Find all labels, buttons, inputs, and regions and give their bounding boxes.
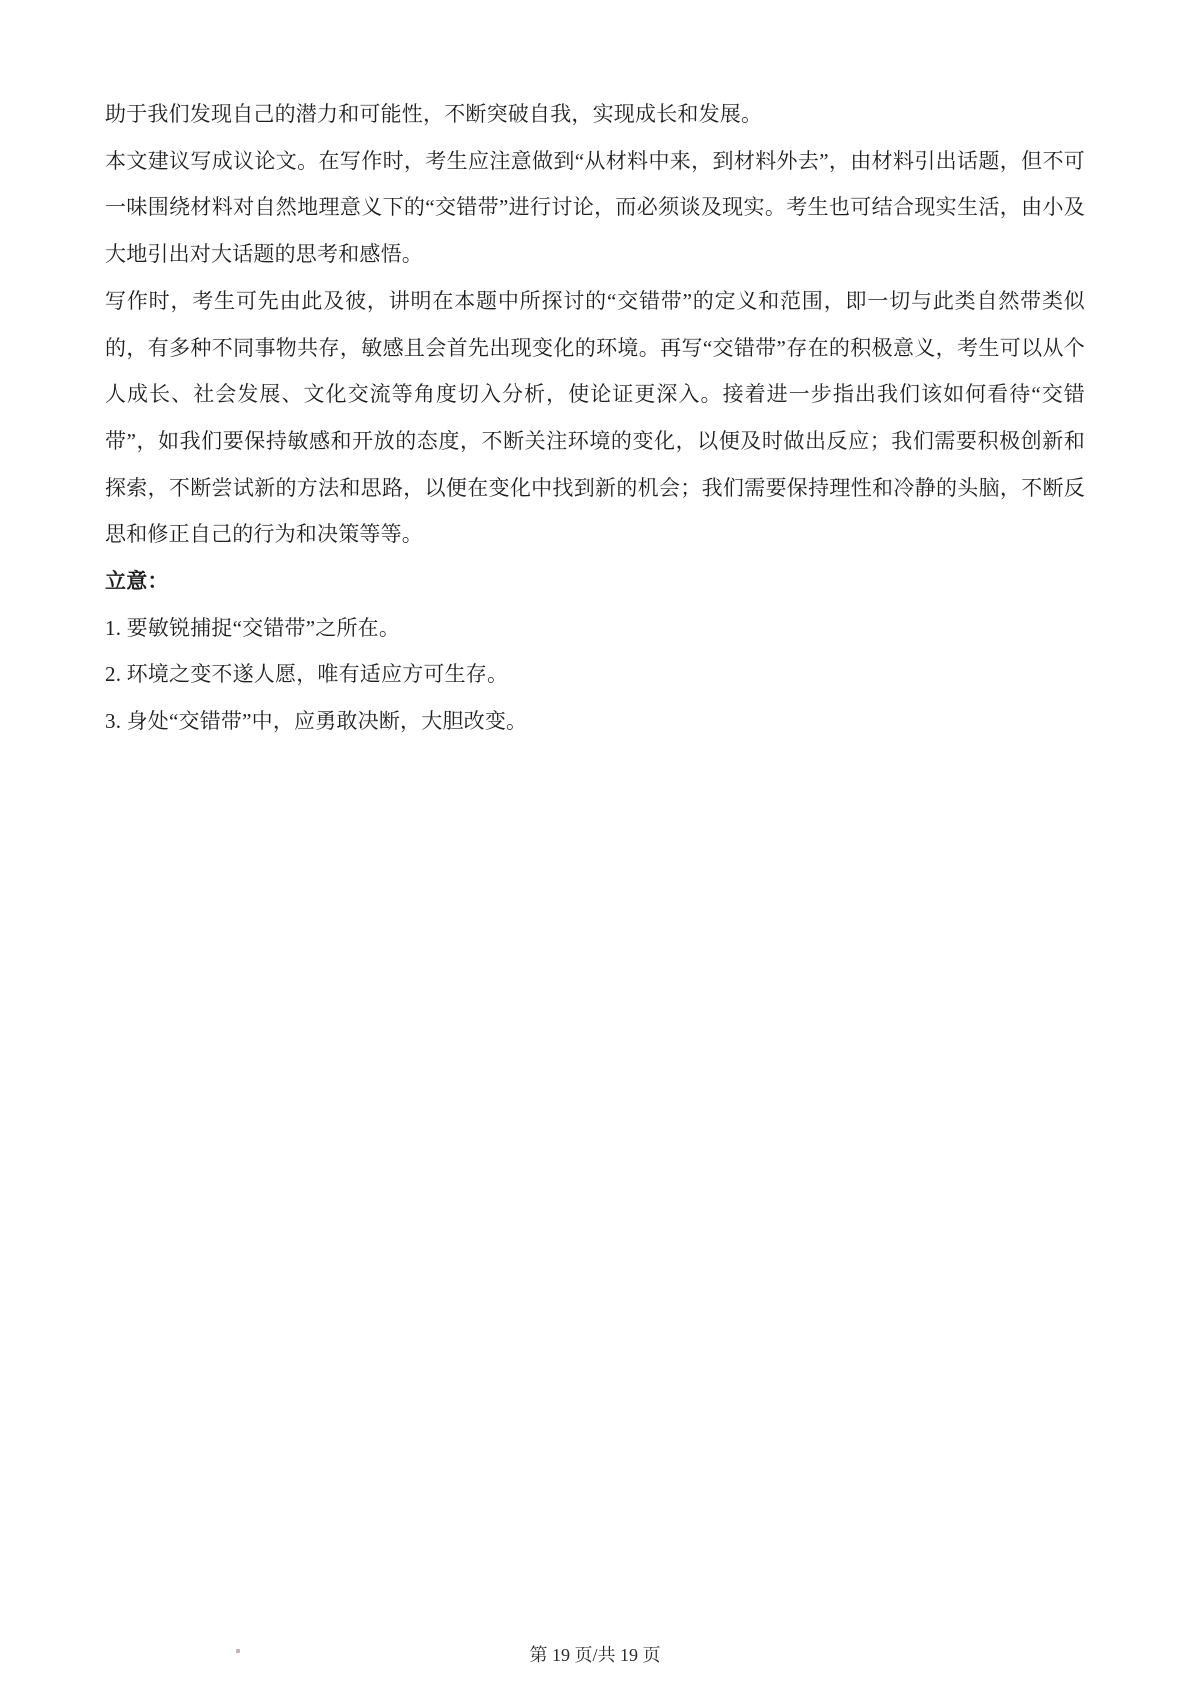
paragraph-essay-advice: 本文建议写成议论文。在写作时，考生应注意做到“从材料中来，到材料外去”，由材料引出话题，但不可一味围绕材料对自然地理意义下的“交错带”进行讨论，而必须谈及现实。考生也可结合现实生活，由小及大地引出对大话题的思考和感悟。 — [105, 148, 1085, 267]
list-item-1: 1. 要敏锐捕捉“交错带”之所在。 — [105, 615, 401, 640]
paragraph-carryover: 助于我们发现自己的潜力和可能性，不断突破自我，实现成长和发展。 — [105, 102, 763, 126]
list-item-2: 2. 环境之变不遂人愿，唯有适应方可生存。 — [105, 662, 509, 687]
section-heading-liyi: 立意： — [105, 569, 169, 594]
document-body — [105, 91, 1085, 745]
stray-mark — [236, 1649, 240, 1653]
paragraph-writing-guidance: 写作时，考生可先由此及彼，讲明在本题中所探讨的“交错带”的定义和范围，即一切与此类自然带类似的，有多种不同事物共存，敏感且会首先出现变化的环境。再写“交错带”存在的积极意义，考生可以从个人成长、社会发展、文化交流等角度切入分析，使论证更深入。接着进一步指出我们该如何看待“交错带”，如我们要保持敏感和开放的态度，不断关注环境的变化，以便及时做出反应；我们需要积极创新和探索，不断尝试新的方法和思路，以便在变化中找到新的机会；我们需要保持理性和冷静的头脑，不断反思和修正自己的行为和决策等等。 — [105, 288, 1085, 547]
page-number-indicator: 第 19 页/共 19 页 — [529, 1645, 661, 1665]
list-item-3: 3. 身处“交错带”中，应勇敢决断，大胆改变。 — [105, 709, 528, 734]
